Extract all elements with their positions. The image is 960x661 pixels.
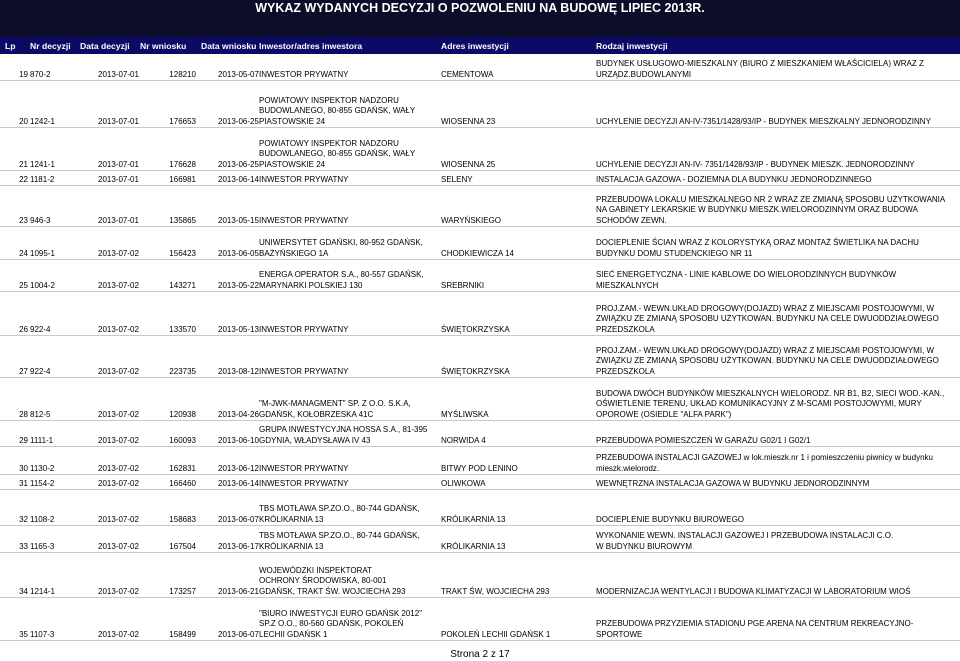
cell-inwestor: TBS MOTŁAWA SP.ZO.O., 80-744 GDAŃSK, KRÓLIKARNIA 13 [259, 504, 420, 524]
cell-data-wniosku: 2013-06-17 [218, 541, 259, 551]
cell-lp: 23 [19, 215, 28, 225]
cell-data-decyzji: 2013-07-02 [98, 514, 139, 524]
cell-inwestor: INWESTOR PRYWATNY [259, 324, 349, 334]
cell-data-wniosku: 2013-05-07 [218, 69, 259, 79]
cell-data-wniosku: 2013-08-12 [218, 366, 259, 376]
cell-data-decyzji: 2013-07-01 [98, 174, 139, 184]
cell-data-decyzji: 2013-07-01 [98, 159, 139, 169]
cell-nr-decyzji: 1165-3 [30, 541, 55, 551]
cell-inwestor: INWESTOR PRYWATNY [259, 174, 349, 184]
cell-adres-inwestycji: CHODKIEWICZA 14 [441, 248, 514, 258]
row-divider [0, 640, 960, 641]
cell-nr-wniosku: 158683 [169, 514, 196, 524]
cell-rodzaj-inwestycji: UCHYLENIE DECYZJI AN-IV- 7351/1428/93/IP - BUDYNEK MIESZK. JEDNORODZINNY [596, 159, 915, 169]
page-title: WYKAZ WYDANYCH DECYZJI O POZWOLENIU NA BUDOWĘ LIPIEC 2013R. [255, 1, 705, 15]
cell-data-decyzji: 2013-07-01 [98, 69, 139, 79]
cell-lp: 32 [19, 514, 28, 524]
cell-data-decyzji: 2013-07-01 [98, 116, 139, 126]
cell-data-wniosku: 2013-06-25 [218, 159, 259, 169]
cell-adres-inwestycji: MYŚLIWSKA [441, 409, 489, 419]
cell-data-wniosku: 2013-06-07 [218, 629, 259, 639]
table-row [0, 186, 960, 227]
table-header [0, 37, 960, 54]
cell-data-decyzji: 2013-07-02 [98, 280, 139, 290]
cell-adres-inwestycji: SELENY [441, 174, 473, 184]
cell-inwestor: INWESTOR PRYWATNY [259, 366, 349, 376]
cell-nr-wniosku: 176653 [169, 116, 196, 126]
cell-data-wniosku: 2013-06-14 [218, 174, 259, 184]
cell-data-decyzji: 2013-07-02 [98, 324, 139, 334]
cell-lp: 19 [19, 69, 28, 79]
cell-nr-decyzji: 1214-1 [30, 586, 55, 596]
cell-data-wniosku: 2013-06-05 [218, 248, 259, 258]
cell-nr-decyzji: 1154-2 [30, 478, 55, 488]
cell-adres-inwestycji: WIOSENNA 23 [441, 116, 496, 126]
header-adres-inwestycji: Adres inwestycji [441, 41, 509, 51]
cell-rodzaj-inwestycji: UCHYLENIE DECYZJI AN-IV-7351/1428/93/IP - BUDYNEK MIESZKALNY JEDNORODZINNY [596, 116, 931, 126]
cell-nr-wniosku: 135865 [169, 215, 196, 225]
cell-data-decyzji: 2013-07-02 [98, 409, 139, 419]
header-lp: Lp [5, 41, 16, 51]
cell-adres-inwestycji: NORWIDA 4 [441, 435, 486, 445]
table-row [0, 336, 960, 378]
cell-nr-wniosku: 162831 [169, 463, 196, 473]
cell-data-decyzji: 2013-07-02 [98, 366, 139, 376]
cell-nr-decyzji: 1181-2 [30, 174, 55, 184]
cell-rodzaj-inwestycji: PRZEBUDOWA PRZYZIEMIA STADIONU PGE ARENA NA CENTRUM REKREACYJNO-SPORTOWE [596, 619, 914, 639]
cell-lp: 29 [19, 435, 28, 445]
table-row [0, 553, 960, 598]
header-rodzaj-inwestycji: Rodzaj inwestycji [596, 41, 668, 51]
cell-inwestor: WOJEWÓDZKI INSPEKTORAT OCHRONY ŚRODOWISKA, 80-001 GDAŃSK, TRAKT ŚW. WOJCIECHA 293 [259, 565, 406, 596]
cell-rodzaj-inwestycji: DOCIEPLENIE ŚCIAN WRAZ Z KOLORYSTYKĄ ORAZ MONTAŻ ŚWIETLIKA NA DACHU BUDYNKU DOMU STUDENCKIEGO NR 11 [596, 238, 919, 258]
cell-data-wniosku: 2013-05-13 [218, 324, 259, 334]
cell-adres-inwestycji: KRÓLIKARNIA 13 [441, 541, 506, 551]
cell-rodzaj-inwestycji: WEWNĘTRZNA INSTALACJA GAZOWA W BUDYNKU JEDNORODZINNYM [596, 478, 870, 488]
cell-nr-decyzji: 1111-1 [30, 435, 54, 445]
cell-data-wniosku: 2013-06-25 [218, 116, 259, 126]
cell-data-wniosku: 2013-06-12 [218, 463, 259, 473]
cell-lp: 34 [19, 586, 28, 596]
cell-rodzaj-inwestycji: INSTALACJA GAZOWA - DOZIEMNA DLA BUDYNKU JEDNORODZINNEGO [596, 174, 872, 184]
cell-nr-decyzji: 1108-2 [30, 514, 55, 524]
cell-rodzaj-inwestycji: PRZEBUDOWA INSTALACJI GAZOWEJ w lok.mieszk.nr 1 i pomieszczeniu piwnicy w budynku mieszk.wielorodz. [596, 453, 933, 473]
cell-inwestor: INWESTOR PRYWATNY [259, 215, 349, 225]
cell-rodzaj-inwestycji: PROJ.ZAM.- WEWN.UKŁAD DROGOWY(DOJAZD) WRAZ Z MIEJSCAMI POSTOJOWYMI, W ZWIĄZKU ZE ZMIANĄ SPOSOBU UŻYTKOWAN. BUDYNKU NA CELE DWUODDZIAŁOWEGO PRZEDSZKOLA [596, 345, 939, 376]
cell-inwestor: POWIATOWY INSPEKTOR NADZORU BUDOWLANEGO, 80-855 GDAŃSK, WAŁY PIASTOWSKIE 24 [259, 95, 416, 126]
cell-nr-wniosku: 133570 [169, 324, 196, 334]
cell-inwestor: INWESTOR PRYWATNY [259, 69, 349, 79]
cell-nr-wniosku: 166981 [169, 174, 196, 184]
cell-nr-wniosku: 166460 [169, 478, 196, 488]
cell-inwestor: "BIURO INWESTYCJI EURO GDAŃSK 2012" SP.Z O.O., 80-560 GDAŃSK, POKOLEŃ LECHII GDAŃSK 1 [259, 608, 423, 639]
cell-lp: 33 [19, 541, 28, 551]
cell-nr-decyzji: 922-4 [30, 366, 51, 376]
cell-data-wniosku: 2013-06-14 [218, 478, 259, 488]
cell-nr-wniosku: 120938 [169, 409, 196, 419]
cell-nr-decyzji: 812-5 [30, 409, 51, 419]
cell-rodzaj-inwestycji: BUDOWA DWÓCH BUDYNKÓW MIESZKALNYCH WIELORODZ. NR B1, B2, SIECI WOD.-KAN., OŚWIETLENIE TERENU, UKŁAD KOMUNIKACYJNY Z M-SCAMI POSTOJOWYMI, MURY OPOROWE (OSIEDLE "ALFA PARK") [596, 388, 945, 419]
cell-data-decyzji: 2013-07-01 [98, 215, 139, 225]
cell-nr-wniosku: 223735 [169, 366, 196, 376]
header-nr-decyzji: Nr decyzji [30, 41, 71, 51]
table-row [0, 378, 960, 421]
cell-adres-inwestycji: SREBRNIKI [441, 280, 485, 290]
cell-adres-inwestycji: WIOSENNA 25 [441, 159, 496, 169]
cell-nr-decyzji: 870-2 [30, 69, 51, 79]
cell-rodzaj-inwestycji: MODERNIZACJA WENTYLACJI I BUDOWA KLIMATYZACJI W LABORATORIUM WIOŚ [596, 586, 911, 596]
table-row [0, 260, 960, 292]
cell-data-wniosku: 2013-06-07 [218, 514, 259, 524]
cell-lp: 26 [19, 324, 28, 334]
cell-rodzaj-inwestycji: PROJ.ZAM.- WEWN.UKŁAD DROGOWY(DOJAZD) WRAZ Z MIEJSCAMI POSTOJOWYMI, W ZWIĄZKU ZE ZMIANĄ SPOSOBU UŻYTKOWAN. BUDYNKU NA CELE DWUODDZIAŁOWEGO PRZEDSZKOLA [596, 303, 939, 334]
cell-data-wniosku: 2013-04-26 [218, 409, 259, 419]
header-data-decyzji: Data decyzji [80, 41, 130, 51]
cell-data-wniosku: 2013-06-10 [218, 435, 259, 445]
cell-rodzaj-inwestycji: PRZEBUDOWA LOKALU MIESZKALNEGO NR 2 WRAZ ZE ZMIANĄ SPOSOBU UŻYTKOWANIA NA GABINETY LEKARSKIE W BUDYNKU MIESZK.WIELORODZINNYM ORAZ BUDOWA SCHODÓW ZEWN. [596, 194, 945, 225]
table-row [0, 598, 960, 641]
cell-nr-wniosku: 158499 [169, 629, 196, 639]
cell-data-wniosku: 2013-05-15 [218, 215, 259, 225]
cell-nr-decyzji: 946-3 [30, 215, 51, 225]
header-nr-wniosku: Nr wniosku [140, 41, 187, 51]
cell-inwestor: "M-JWK-MANAGMENT" SP. Z O.O. S.K.A, GDAŃSK, KOŁOBRZESKA 41C [259, 399, 411, 419]
title-bar [0, 0, 960, 37]
cell-lp: 28 [19, 409, 28, 419]
cell-data-decyzji: 2013-07-02 [98, 541, 139, 551]
cell-lp: 35 [19, 629, 28, 639]
cell-nr-decyzji: 1242-1 [30, 116, 55, 126]
cell-rodzaj-inwestycji: PRZEBUDOWA POMIESZCZEŃ W GARAŻU G02/1 I G02/1 [596, 435, 811, 445]
table-row [0, 490, 960, 526]
cell-adres-inwestycji: BITWY POD LENINO [441, 463, 518, 473]
cell-adres-inwestycji: ŚWIĘTOKRZYSKA [441, 324, 510, 334]
table-row [0, 171, 960, 186]
header-data-wniosku: Data wniosku [201, 41, 257, 51]
table-row [0, 447, 960, 475]
cell-nr-wniosku: 143271 [169, 280, 196, 290]
cell-lp: 24 [19, 248, 28, 258]
cell-nr-decyzji: 1130-2 [30, 463, 55, 473]
table-row [0, 81, 960, 128]
table-row [0, 128, 960, 171]
cell-nr-decyzji: 1095-1 [30, 248, 55, 258]
cell-adres-inwestycji: TRAKT ŚW, WOJCIECHA 293 [441, 586, 550, 596]
cell-lp: 31 [19, 478, 28, 488]
cell-data-decyzji: 2013-07-02 [98, 435, 139, 445]
cell-nr-wniosku: 160093 [169, 435, 196, 445]
table-row [0, 475, 960, 490]
cell-lp: 30 [19, 463, 28, 473]
cell-rodzaj-inwestycji: BUDYNEK USŁUGOWO-MIESZKALNY (BIURO Z MIESZKANIEM WŁAŚCICIELA) WRAZ Z URZĄDZ.BUDOWLANYMI [596, 59, 924, 79]
cell-nr-wniosku: 176628 [169, 159, 196, 169]
cell-nr-wniosku: 167504 [169, 541, 196, 551]
cell-inwestor: ENERGA OPERATOR S.A., 80-557 GDAŃSK, MARYNARKI POLSKIEJ 130 [259, 270, 424, 290]
cell-adres-inwestycji: ŚWIĘTOKRZYSKA [441, 366, 510, 376]
cell-lp: 27 [19, 366, 28, 376]
cell-nr-wniosku: 156423 [169, 248, 196, 258]
cell-adres-inwestycji: WARYŃSKIEGO [441, 215, 502, 225]
cell-lp: 20 [19, 116, 28, 126]
header-inwestor: Inwestor/adres inwestora [259, 41, 363, 51]
table-row [0, 292, 960, 336]
cell-lp: 25 [19, 280, 28, 290]
cell-data-decyzji: 2013-07-02 [98, 629, 139, 639]
cell-adres-inwestycji: POKOLEŃ LECHII GDAŃSK 1 [441, 629, 551, 639]
cell-inwestor: INWESTOR PRYWATNY [259, 463, 349, 473]
cell-data-decyzji: 2013-07-02 [98, 478, 139, 488]
cell-nr-decyzji: 1004-2 [30, 280, 55, 290]
cell-lp: 22 [19, 174, 28, 184]
cell-inwestor: TBS MOTŁAWA SP.ZO.O., 80-744 GDAŃSK, KRÓLIKARNIA 13 [259, 531, 420, 551]
cell-rodzaj-inwestycji: WYKONANIE WEWN. INSTALACJI GAZOWEJ I PRZEBUDOWA INSTALACJI C.O. W BUDYNKU BIUROWYM [596, 531, 894, 551]
cell-adres-inwestycji: CEMENTOWA [441, 69, 494, 79]
cell-rodzaj-inwestycji: SIEĆ ENERGETYCZNA - LINIE KABLOWE DO WIELORODZINNYCH BUDYNKÓW MIESZKALNYCH [596, 270, 897, 290]
table-row [0, 227, 960, 260]
cell-nr-wniosku: 173257 [169, 586, 196, 596]
cell-nr-decyzji: 1241-1 [30, 159, 55, 169]
cell-inwestor: POWIATOWY INSPEKTOR NADZORU BUDOWLANEGO, 80-855 GDAŃSK, WAŁY PIASTOWSKIE 24 [259, 138, 416, 169]
table-row [0, 526, 960, 553]
cell-inwestor: GRUPA INWESTYCYJNA HOSSA S.A., 81-395 GDYNIA, WŁADYSŁAWA IV 43 [259, 425, 428, 445]
cell-nr-decyzji: 922-4 [30, 324, 51, 334]
cell-inwestor: UNIWERSYTET GDAŃSKI, 80-952 GDAŃSK, BAŻYŃSKIEGO 1A [259, 238, 423, 258]
cell-adres-inwestycji: OLIWKOWA [441, 478, 486, 488]
table-row [0, 54, 960, 81]
cell-data-wniosku: 2013-06-21 [218, 586, 259, 596]
cell-data-decyzji: 2013-07-02 [98, 586, 139, 596]
cell-lp: 21 [19, 159, 28, 169]
cell-nr-decyzji: 1107-3 [30, 629, 55, 639]
page-footer: Strona 2 z 17 [450, 649, 510, 660]
table-row [0, 421, 960, 447]
cell-data-decyzji: 2013-07-02 [98, 463, 139, 473]
cell-data-decyzji: 2013-07-02 [98, 248, 139, 258]
cell-rodzaj-inwestycji: DOCIEPLENIE BUDYNKU BIUROWEGO [596, 514, 745, 524]
cell-inwestor: INWESTOR PRYWATNY [259, 478, 349, 488]
cell-adres-inwestycji: KRÓLIKARNIA 13 [441, 514, 506, 524]
cell-nr-wniosku: 128210 [169, 69, 196, 79]
cell-data-wniosku: 2013-05-22 [218, 280, 259, 290]
